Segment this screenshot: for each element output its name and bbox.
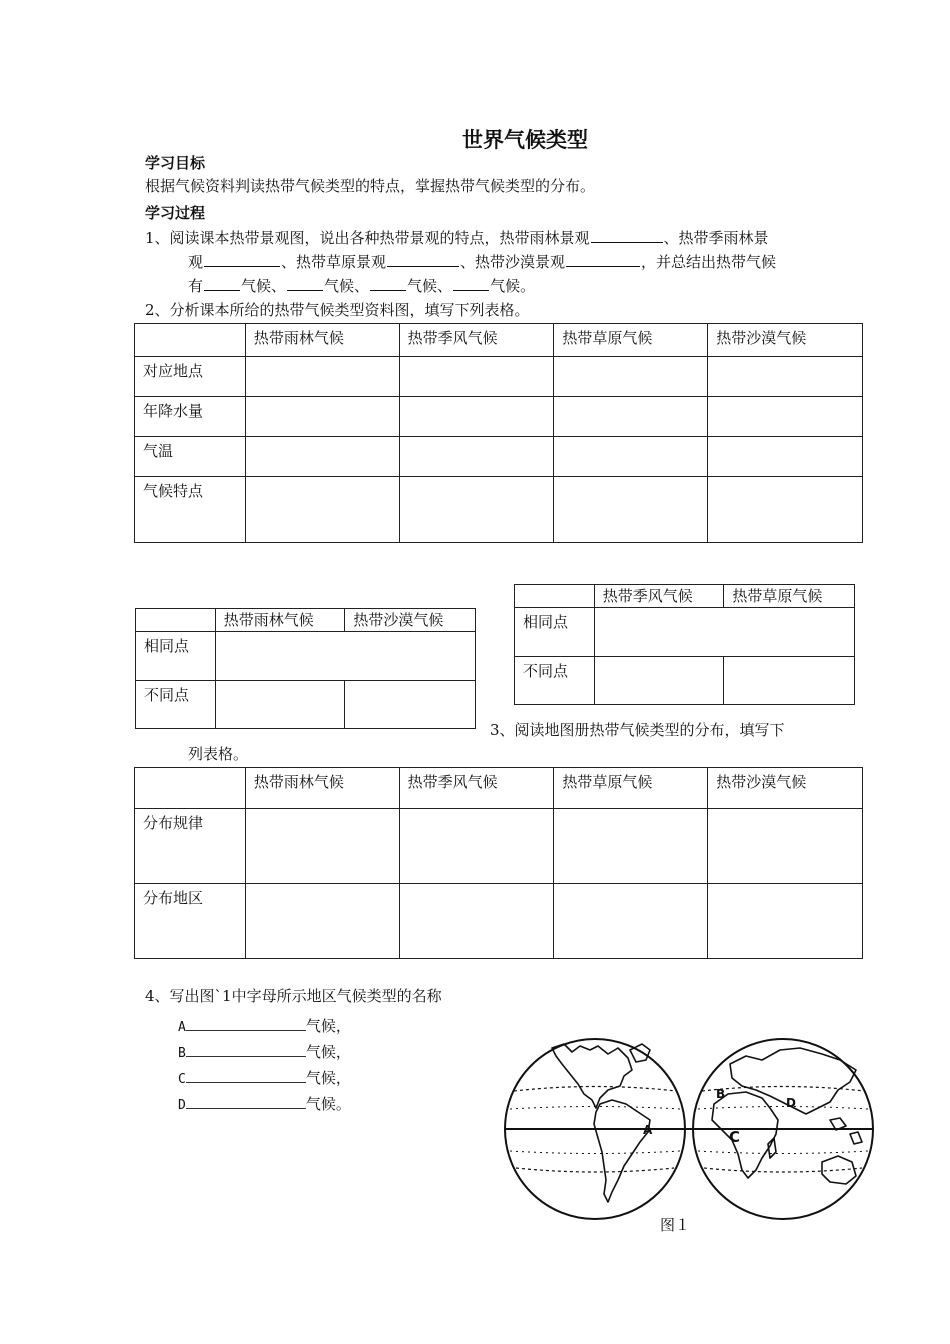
- row-label: 相同点: [515, 608, 595, 657]
- q1-text: 、热带沙漠景观: [460, 253, 566, 271]
- table-row: [135, 357, 863, 397]
- q1-text: 、热带草原景观: [281, 253, 387, 271]
- answer-cell[interactable]: [554, 397, 708, 437]
- table-header: 热带草原气候: [554, 324, 708, 357]
- answer-cell[interactable]: [215, 632, 475, 681]
- table-header: 热带雨林气候: [245, 324, 399, 357]
- world-map-figure: [500, 1034, 875, 1224]
- south-america-shape: [594, 1100, 650, 1202]
- q1-text: 有: [188, 277, 204, 295]
- q4-suffix: 气候。: [305, 1095, 351, 1113]
- map-label-a: A: [643, 1123, 653, 1137]
- table-rainforest-desert-compare: [135, 608, 476, 729]
- q4-letter: B: [178, 1046, 186, 1061]
- answer-cell[interactable]: [708, 357, 863, 397]
- q1-text: ，并总结出热带气候: [641, 253, 777, 271]
- process-heading: 学习过程: [145, 204, 206, 222]
- q1-line3: [188, 276, 535, 296]
- table-row: [136, 681, 476, 729]
- map-labels: [643, 1087, 796, 1146]
- row-label: 分布规律: [135, 809, 246, 884]
- table-header: 热带草原气候: [554, 768, 708, 809]
- answer-cell[interactable]: [554, 357, 708, 397]
- q4-answer-list: [178, 1014, 351, 1118]
- q1-text: 气候、: [324, 277, 370, 295]
- row-label: 气温: [135, 437, 246, 477]
- table-row: [135, 809, 863, 884]
- objective-heading: 学习目标: [145, 154, 206, 172]
- blank-climate-2[interactable]: [287, 276, 323, 291]
- q4-blank-c[interactable]: [186, 1068, 306, 1083]
- latitude-lines: [505, 1087, 873, 1173]
- table-cell: [515, 585, 595, 608]
- blank-climate-1[interactable]: [204, 276, 240, 291]
- q4-blank-d[interactable]: [186, 1094, 306, 1109]
- q1-text: 1、阅读课本热带景观图，说出各种热带景观的特点，热带雨林景观: [145, 229, 590, 247]
- q1-text: 气候。: [490, 277, 536, 295]
- latitude-line: [510, 1151, 680, 1154]
- q4-item-a: [178, 1014, 351, 1040]
- answer-cell[interactable]: [554, 437, 708, 477]
- latitude-line: [698, 1151, 868, 1154]
- table-header-row: [135, 324, 863, 357]
- answer-cell[interactable]: [724, 657, 855, 705]
- answer-cell[interactable]: [708, 884, 863, 959]
- answer-cell[interactable]: [245, 477, 399, 543]
- q4-suffix: 气候，: [305, 1069, 351, 1087]
- row-label: 相同点: [136, 632, 216, 681]
- table-header: 热带沙漠气候: [708, 768, 863, 809]
- australia-shape: [822, 1156, 856, 1184]
- table-header-row: [135, 768, 863, 809]
- q1-text: 气候、: [241, 277, 287, 295]
- answer-cell[interactable]: [245, 437, 399, 477]
- island-shape: [850, 1132, 862, 1144]
- table-header: 热带季风气候: [399, 768, 554, 809]
- latitude-line: [698, 1107, 868, 1110]
- q4-suffix: 气候，: [305, 1017, 351, 1035]
- answer-cell[interactable]: [245, 809, 399, 884]
- row-label: 年降水量: [135, 397, 246, 437]
- answer-cell[interactable]: [554, 884, 708, 959]
- answer-cell[interactable]: [708, 437, 863, 477]
- answer-cell[interactable]: [245, 884, 399, 959]
- q2-text: 2、分析课本所给的热带气候类型资料图，填写下列表格。: [145, 301, 530, 319]
- blank-desert-landscape[interactable]: [566, 252, 640, 267]
- table-climate-data: [134, 323, 863, 543]
- q4-text: 4、写出图`1中字母所示地区气候类型的名称: [145, 987, 442, 1005]
- answer-cell[interactable]: [708, 809, 863, 884]
- answer-cell[interactable]: [399, 357, 554, 397]
- answer-cell[interactable]: [554, 809, 708, 884]
- latitude-line: [514, 1087, 676, 1092]
- table-row: [135, 884, 863, 959]
- table-row: [515, 608, 855, 657]
- q1-line2: [188, 252, 776, 272]
- answer-cell[interactable]: [594, 657, 724, 705]
- q1-text: 气候、: [407, 277, 453, 295]
- answer-cell[interactable]: [245, 357, 399, 397]
- answer-cell[interactable]: [708, 477, 863, 543]
- answer-cell[interactable]: [399, 397, 554, 437]
- map-label-c: C: [729, 1128, 741, 1146]
- table-header: 热带雨林气候: [215, 609, 345, 632]
- page-title: 世界气候类型: [462, 128, 588, 152]
- q4-item-b: [178, 1040, 351, 1066]
- row-label: 不同点: [136, 681, 216, 729]
- answer-cell[interactable]: [594, 608, 854, 657]
- blank-climate-3[interactable]: [370, 276, 406, 291]
- q4-letter: D: [178, 1098, 186, 1113]
- answer-cell[interactable]: [399, 437, 554, 477]
- answer-cell[interactable]: [399, 809, 554, 884]
- table-distribution: [134, 767, 863, 959]
- blank-savanna-landscape[interactable]: [387, 252, 459, 267]
- q4-blank-a[interactable]: [186, 1016, 306, 1031]
- table-header: 热带季风气候: [399, 324, 554, 357]
- blank-climate-4[interactable]: [453, 276, 489, 291]
- answer-cell[interactable]: [345, 681, 476, 729]
- q4-item-c: [178, 1066, 351, 1092]
- table-header: 热带季风气候: [594, 585, 724, 608]
- row-label: 气候特点: [135, 477, 246, 543]
- table-header: 热带雨林气候: [245, 768, 399, 809]
- table-row: [135, 437, 863, 477]
- answer-cell[interactable]: [554, 477, 708, 543]
- table-cell: [135, 768, 246, 809]
- africa-shape: [712, 1092, 778, 1178]
- q1-text: 观: [188, 253, 204, 271]
- answer-cell[interactable]: [215, 681, 345, 729]
- answer-cell[interactable]: [399, 477, 554, 543]
- blank-monsoon-landscape[interactable]: [204, 252, 280, 267]
- objective-text: 根据气候资料判读热带气候类型的特点，掌握热带气候类型的分布。: [145, 177, 596, 195]
- row-label: 不同点: [515, 657, 595, 705]
- table-header-row: [515, 585, 855, 608]
- latitude-line: [516, 1168, 674, 1172]
- q4-letter: C: [178, 1072, 186, 1087]
- table-monsoon-savanna-compare: [514, 584, 855, 705]
- table-row: [135, 397, 863, 437]
- q1-text: 、热带季雨林景: [663, 229, 769, 247]
- blank-rainforest-landscape[interactable]: [591, 228, 663, 243]
- north-america-shape: [552, 1044, 632, 1108]
- q3-text-cont: 列表格。: [188, 745, 249, 763]
- answer-cell[interactable]: [399, 884, 554, 959]
- table-header: 热带沙漠气候: [708, 324, 863, 357]
- table-row: [136, 632, 476, 681]
- table-row: [515, 657, 855, 705]
- map-label-d: D: [786, 1096, 796, 1110]
- table-cell: [136, 609, 216, 632]
- answer-cell[interactable]: [708, 397, 863, 437]
- q4-blank-b[interactable]: [186, 1042, 306, 1057]
- row-label: 对应地点: [135, 357, 246, 397]
- table-header-row: [136, 609, 476, 632]
- answer-cell[interactable]: [245, 397, 399, 437]
- table-header: 热带沙漠气候: [345, 609, 476, 632]
- table-row: [135, 477, 863, 543]
- figure-caption: 图１: [660, 1216, 691, 1234]
- q4-suffix: 气候，: [305, 1043, 351, 1061]
- q1-line1: [145, 228, 769, 248]
- q4-item-d: [178, 1092, 351, 1118]
- table-cell: [135, 324, 246, 357]
- row-label: 分布地区: [135, 884, 246, 959]
- map-label-b: B: [716, 1087, 726, 1101]
- table-header: 热带草原气候: [724, 585, 855, 608]
- latitude-line: [704, 1168, 862, 1172]
- q4-letter: A: [178, 1020, 186, 1035]
- q3-text: 3、阅读地图册热带气候类型的分布，填写下: [490, 721, 785, 739]
- madagascar-shape: [768, 1138, 776, 1158]
